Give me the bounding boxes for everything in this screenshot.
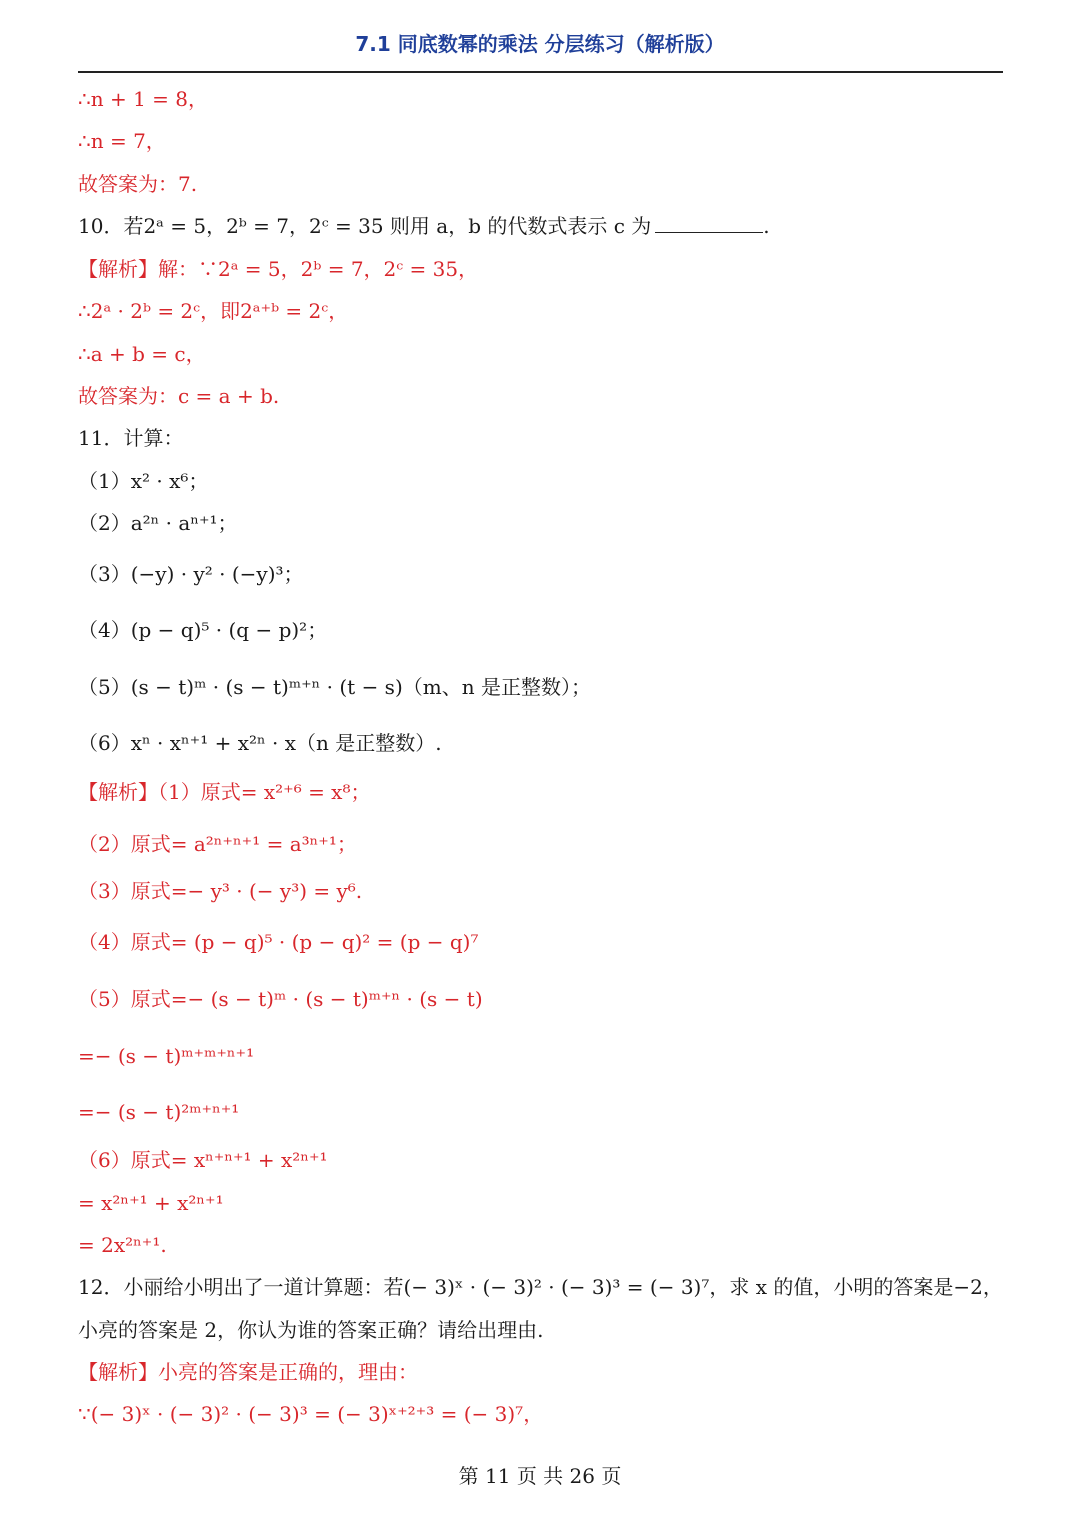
page-number-footer: 第 11 页 共 26 页 xyxy=(458,1464,622,1488)
solution-line: （3）原式=− y³ · (− y³) = y⁶. xyxy=(78,879,363,903)
solution-line: 【解析】小亮的答案是正确的，理由： xyxy=(78,1360,418,1384)
answer-line: = 2x²ⁿ⁺¹. xyxy=(78,1233,167,1257)
answer-line: 故答案为：7. xyxy=(78,172,198,196)
question-10 xyxy=(78,212,770,240)
solution-line: ∴n = 7， xyxy=(78,129,166,153)
question-12: 12．小丽给小明出了一道计算题：若(− 3)ˣ · (− 3)² · (− 3)³ = (− 3)⁷，求 x 的值，小明的答案是−2， xyxy=(78,1275,1003,1299)
solution-line: =− (s − t)ᵐ⁺ᵐ⁺ⁿ⁺¹ xyxy=(78,1044,255,1068)
solution-line: （4）原式= (p − q)⁵ · (p − q)² = (p − q)⁷ xyxy=(78,930,479,954)
page-header-title: 7.1 同底数幂的乘法 分层练习（解析版） xyxy=(355,32,725,56)
question-11-part-6: （6）xⁿ · xⁿ⁺¹ + x²ⁿ · x（n 是正整数）. xyxy=(78,731,442,755)
solution-line: （6）原式= xⁿ⁺ⁿ⁺¹ + x²ⁿ⁺¹ xyxy=(78,1148,328,1172)
solution-line: ∴a + b = c， xyxy=(78,342,206,366)
solution-line: （5）原式=− (s − t)ᵐ · (s − t)ᵐ⁺ⁿ · (s − t) xyxy=(78,987,483,1011)
answer-line: 故答案为：c = a + b. xyxy=(78,384,280,408)
question-12-continued: 小亮的答案是 2，你认为谁的答案正确？请给出理由. xyxy=(78,1318,544,1342)
solution-line: =− (s − t)²ᵐ⁺ⁿ⁺¹ xyxy=(78,1100,240,1124)
solution-line: 【解析】解：∵2ᵃ = 5，2ᵇ = 7，2ᶜ = 35， xyxy=(78,257,479,281)
question-11-part-2: （2）a²ⁿ · aⁿ⁺¹； xyxy=(78,511,238,535)
answer-blank xyxy=(655,212,763,233)
question-10-text: 10．若2ᵃ = 5，2ᵇ = 7，2ᶜ = 35 则用 a，b 的代数式表示 c 为 xyxy=(78,214,652,238)
solution-line: = x²ⁿ⁺¹ + x²ⁿ⁺¹ xyxy=(78,1191,224,1215)
question-11: 11．计算： xyxy=(78,426,184,450)
solution-line: ∵(− 3)ˣ · (− 3)² · (− 3)³ = (− 3)ˣ⁺²⁺³ = (− 3)⁷， xyxy=(78,1402,544,1426)
question-11-part-3: （3）(−y) · y² · (−y)³； xyxy=(78,562,304,586)
question-10-period: . xyxy=(763,214,770,238)
solution-line: ∴2ᵃ · 2ᵇ = 2ᶜ，即2ᵃ⁺ᵇ = 2ᶜ， xyxy=(78,299,349,323)
solution-line: ∴n + 1 = 8， xyxy=(78,87,208,111)
question-11-part-1: （1）x² · x⁶； xyxy=(78,469,209,493)
solution-line: （2）原式= a²ⁿ⁺ⁿ⁺¹ = a³ⁿ⁺¹； xyxy=(78,832,357,856)
header-divider xyxy=(78,71,1003,73)
question-11-part-4: （4）(p − q)⁵ · (q − p)²； xyxy=(78,618,328,642)
solution-line: 【解析】（1）原式= x²⁺⁶ = x⁸； xyxy=(78,780,371,804)
question-11-part-5: （5）(s − t)ᵐ · (s − t)ᵐ⁺ⁿ · (t − s)（m、n 是正整数）； xyxy=(78,675,591,699)
